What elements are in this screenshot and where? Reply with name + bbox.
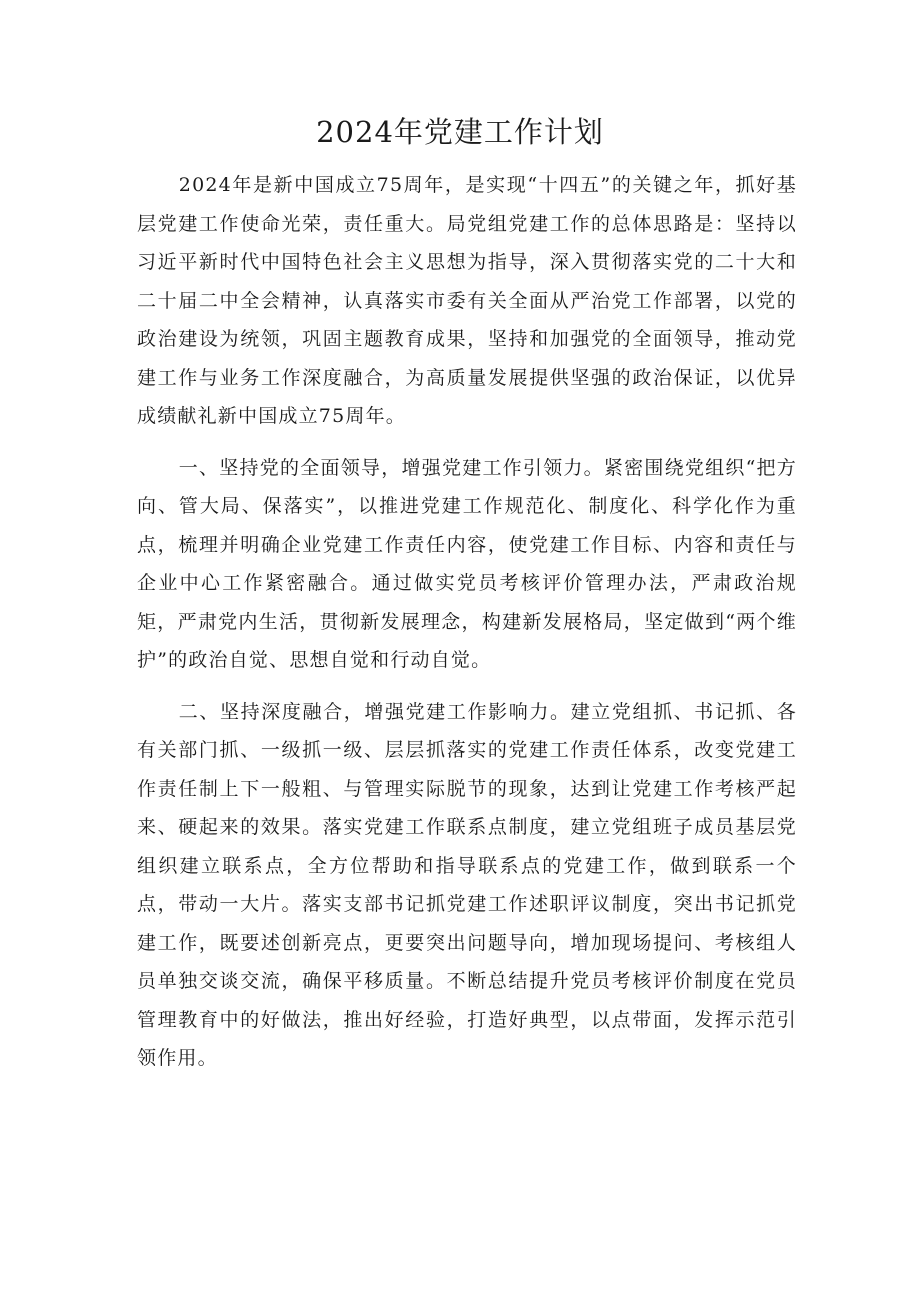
document-title: 2024年党建工作计划 [316,115,604,149]
paragraph-intro: 2024年是新中国成立75周年，是实现“十四五”的关键之年，抓好基层党建工作使命光荣，责任重大。局党组党建工作的总体思路是：坚持以习近平新时代中国特色社会主义思想为指导，深入贯彻落实党的二十大和二十届二中全会精神，认真落实市委有关全面从严治党工作部署，以党的政治建设为统领，巩固主题教育成果，坚持和加强党的全面领导，推动党建工作与业务工作深度融合，为高质量发展提供坚强的政治保证，以优异成绩献礼新中国成立75周年。 [137,174,797,427]
paragraph-section-1: 一、坚持党的全面领导，增强党建工作引领力。紧密围绕党组织“把方向、管大局、保落实”，以推进党建工作规范化、制度化、科学化作为重点，梳理并明确企业党建工作责任内容，使党建工作目标、内容和责任与企业中心工作紧密融合。通过做实党员考核评价管理办法，严肃政治规矩，严肃党内生活，贯彻新发展理念，构建新发展格局，坚定做到“两个维护”的政治自觉、思想自觉和行动自觉。 [137,456,797,671]
document-body [137,166,797,1078]
paragraph-section-2: 二、坚持深度融合，增强党建工作影响力。建立党组抓、书记抓、各有关部门抓、一级抓一级、层层抓落实的党建工作责任体系，改变党建工作责任制上下一般粗、与管理实际脱节的现象，达到让党建工作考核严起来、硬起来的效果。落实党建工作联系点制度，建立党组班子成员基层党组织建立联系点，全方位帮助和指导联系点的党建工作，做到联系一个点，带动一大片。落实支部书记抓党建工作述职评议制度，突出书记抓党建工作，既要述创新亮点，更要突出问题导向，增加现场提问、考核组人员单独交谈交流，确保平移质量。不断总结提升党员考核评价制度在党员管理教育中的好做法，推出好经验，打造好典型，以点带面，发挥示范引领作用。 [137,700,797,1069]
